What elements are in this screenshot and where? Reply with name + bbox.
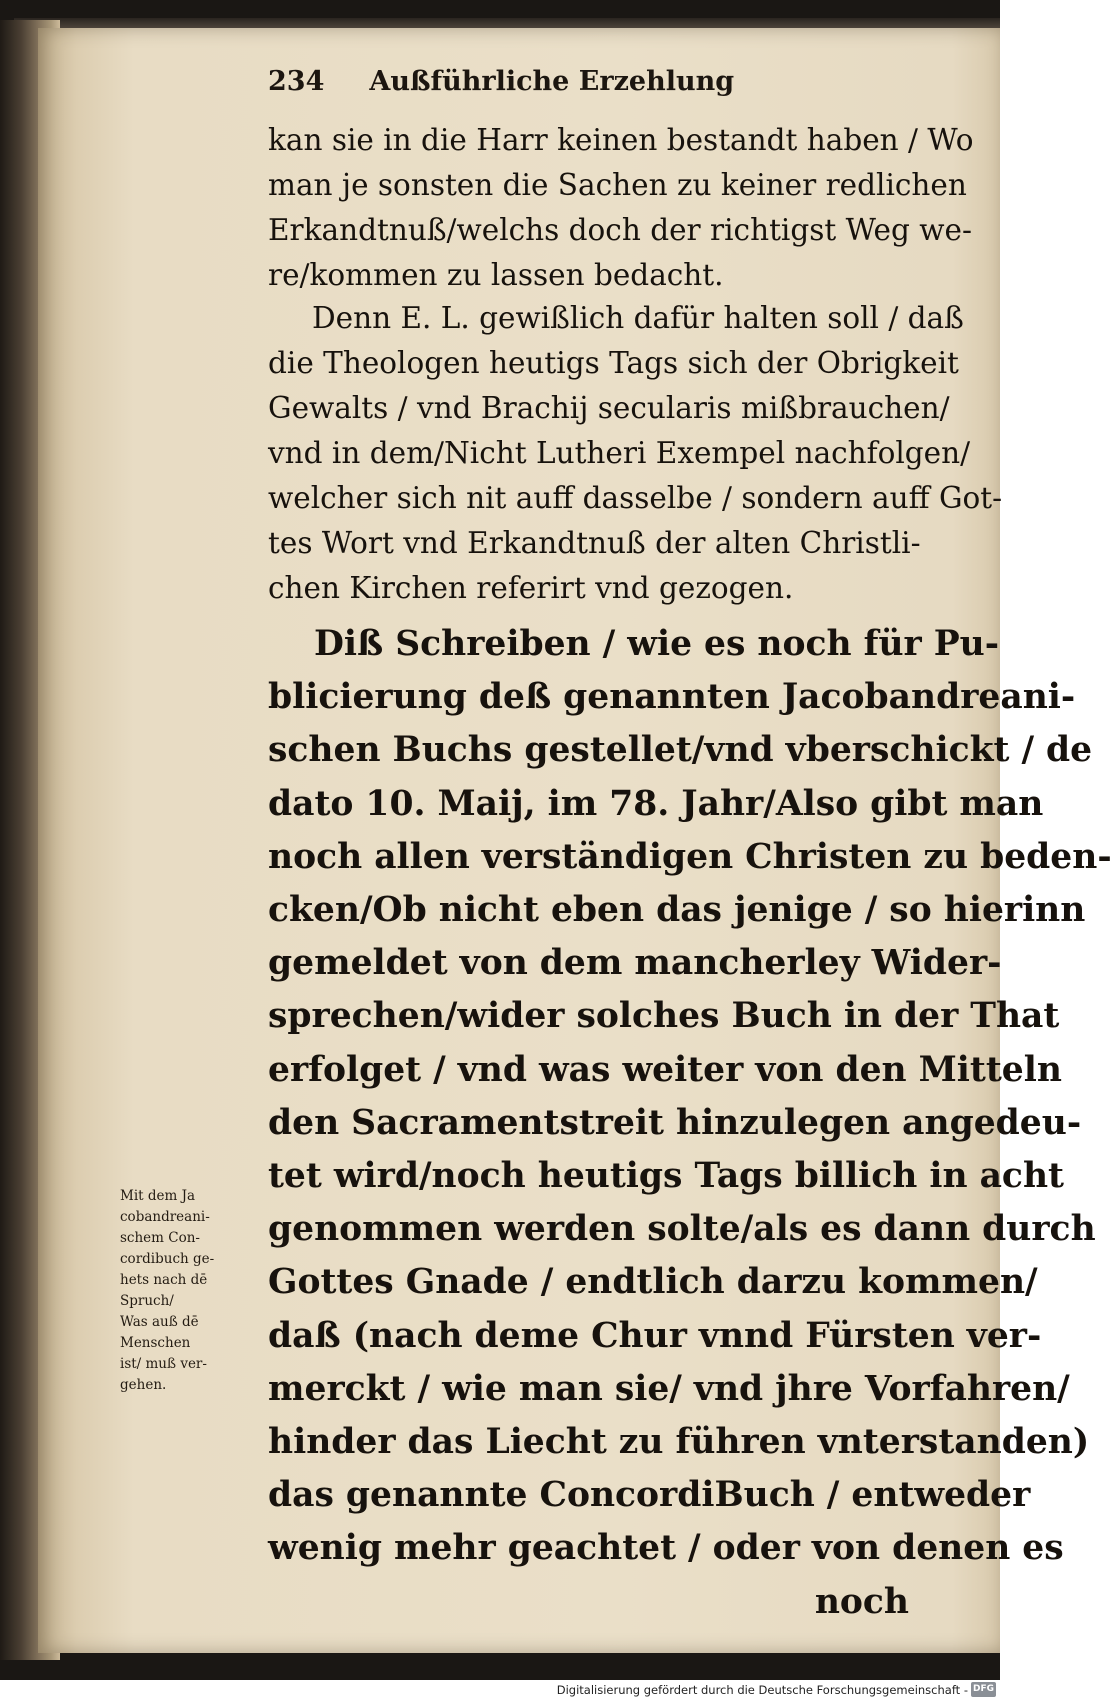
running-title: Außführliche Erzehlung [369,66,735,97]
text-line: re/kommen zu lassen bedacht. [268,258,724,292]
paragraph-1 [268,118,974,298]
funding-credit: Digitalisierung gefördert durch die Deutsche Forschungsgemeinschaft - [556,1683,968,1697]
margin-note-line: ist/ muß ver- [120,1356,207,1372]
text-line: Gewalts / vnd Brachij secularis mißbrauchen/ [268,391,950,425]
margin-note-line: cobandreani- [120,1209,210,1225]
text-line: welcher sich nit auff dasselbe / sondern auff Got- [268,481,1003,515]
text-line: hinder das Liecht zu führen vnterstanden) [268,1422,1090,1463]
text-line: schen Buchs gestellet/vnd vberschickt / de [268,730,1093,771]
text-line: gemeldet von dem mancherley Wider- [268,943,1002,984]
text-line: man je sonsten die Sachen zu keiner redlichen [268,168,967,202]
margin-note-line: Mit dem Ja [120,1188,196,1204]
text-line: erfolget / vnd was weiter von den Mitteln [268,1049,1062,1090]
margin-note-line: Spruch/ [120,1293,174,1309]
text-line: Diß Schreiben / wie es noch für Pu- [314,624,1000,664]
text-line: das genannte ConcordiBuch / entweder [268,1475,1031,1516]
text-line: den Sacramentstreit hinzulegen angedeu- [268,1102,1082,1143]
text-line: genommen werden solte/als es dann durch [268,1209,1096,1250]
text-line: wenig mehr geachtet / oder von denen es [268,1528,1064,1569]
page-header [268,66,788,110]
margin-note-line: cordibuch ge- [120,1251,215,1267]
margin-note-line: hets nach dē [120,1272,208,1288]
dfg-logo: DFG [971,1682,996,1697]
margin-note-line: gehen. [120,1377,167,1393]
text-line: tet wird/noch heutigs Tags billich in acht [268,1156,1064,1197]
page-number: 234 [268,66,325,97]
text-line: kan sie in die Harr keinen bestandt haben / Wo [268,123,974,157]
text-line: vnd in dem/Nicht Lutheri Exempel nachfolgen/ [268,436,971,470]
paragraph-3 [268,618,1112,1629]
text-line: Gottes Gnade / endtlich darzu kommen/ [268,1262,1038,1303]
text-line: chen Kirchen referirt vnd gezogen. [268,571,794,605]
text-line: merckt / wie man sie/ vnd jhre Vorfahren/ [268,1368,1070,1409]
paragraph-2 [268,296,1003,611]
margin-note-line: Menschen [120,1335,191,1351]
margin-note-line: Was auß dē [120,1314,199,1330]
text-line: Denn E. L. gewißlich dafür halten soll / daß [312,301,964,335]
catchword: noch [814,1581,909,1622]
text-line: die Theologen heutigs Tags sich der Obrigkeit [268,346,959,380]
text-line: daß (nach deme Chur vnnd Fürsten ver- [268,1315,1042,1356]
text-line: tes Wort vnd Erkandtnuß der alten Christli- [268,526,921,560]
text-line: noch allen verständigen Christen zu beden- [268,836,1112,877]
text-line: Erkandtnuß/welchs doch der richtigst Weg we- [268,213,972,247]
text-line: dato 10. Maij, im 78. Jahr/Also gibt man [268,783,1044,824]
margin-note-line: schem Con- [120,1230,200,1246]
margin-note [120,1186,255,1396]
text-line: blicierung deß genannten Jacobandreani- [268,677,1076,718]
text-line: sprechen/wider solches Buch in der That [268,996,1060,1037]
text-line: cken/Ob nicht eben das jenige / so hierinn [268,890,1086,931]
